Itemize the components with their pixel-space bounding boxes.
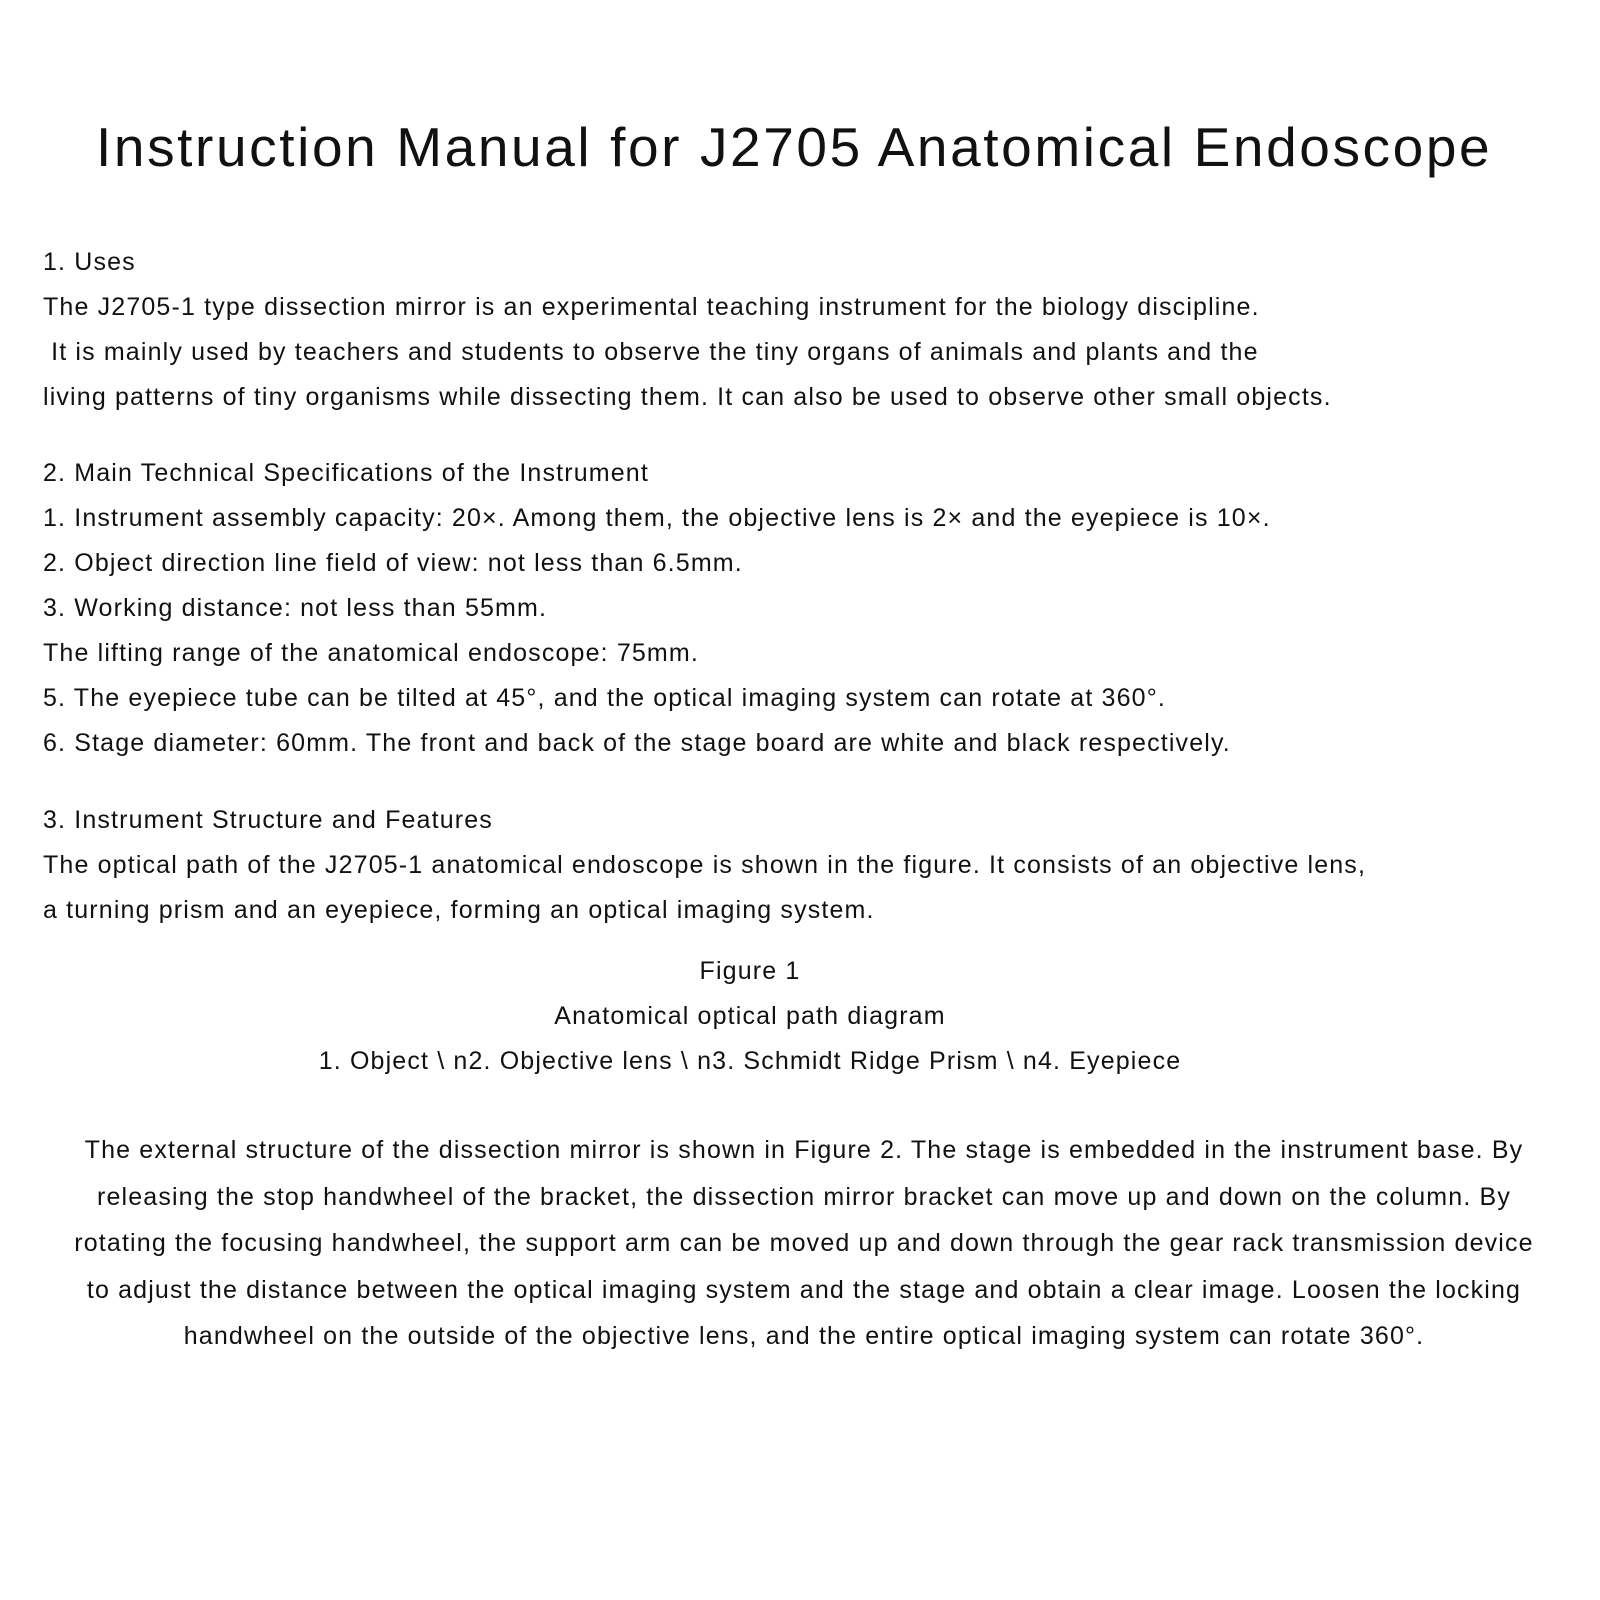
section-structure-line-1: The optical path of the J2705-1 anatomical endoscope is shown in the figure. It consists of an objective lens, [43, 851, 1367, 879]
section-uses-line-3: living patterns of tiny organisms while dissecting them. It can also be used to observe other small objects. [43, 383, 1332, 411]
section-structure-heading: 3. Instrument Structure and Features [43, 806, 493, 834]
figure-caption: Anatomical optical path diagram [554, 1002, 946, 1030]
section-specs-heading: 2. Main Technical Specifications of the Instrument [43, 459, 649, 487]
spec-item-6: 6. Stage diameter: 60mm. The front and back of the stage board are white and black respectively. [43, 729, 1231, 757]
spec-item-3: 3. Working distance: not less than 55mm. [43, 594, 548, 622]
spec-item-1: 1. Instrument assembly capacity: 20×. Among them, the objective lens is 2× and the eyepiece is 10×. [43, 504, 1271, 532]
section-structure-line-2: a turning prism and an eyepiece, forming an optical imaging system. [43, 896, 875, 924]
document-title: Instruction Manual for J2705 Anatomical Endoscope [96, 116, 1493, 178]
spec-item-2: 2. Object direction line field of view: not less than 6.5mm. [43, 549, 743, 577]
section-uses-heading: 1. Uses [43, 248, 136, 276]
external-structure-paragraph: The external structure of the dissection mirror is shown in Figure 2. The stage is embedded in the instrument base. By releasing the stop handwheel of the bracket, the dissection mirror bracket can move up and down on the column. By rotating the focusing handwheel, the support arm can be moved up and down through the gear rack transmission device to adjust the distance between the optical imaging system and the stage and obtain a clear image. Loosen the locking handwheel on the outside of the objective lens, and the entire optical imaging system can rotate 360°. [74, 1136, 1534, 1350]
spec-item-4: The lifting range of the anatomical endoscope: 75mm. [43, 639, 699, 667]
section-uses-line-1: The J2705-1 type dissection mirror is an experimental teaching instrument for the biology discipline. [43, 293, 1260, 321]
figure-label: Figure 1 [699, 957, 801, 985]
figure-parts-list: 1. Object \ n2. Objective lens \ n3. Schmidt Ridge Prism \ n4. Eyepiece [318, 1047, 1182, 1075]
spec-item-5: 5. The eyepiece tube can be tilted at 45°, and the optical imaging system can rotate at 360°. [43, 684, 1166, 712]
section-uses-line-2: It is mainly used by teachers and students to observe the tiny organs of animals and plants and the [43, 338, 1259, 366]
